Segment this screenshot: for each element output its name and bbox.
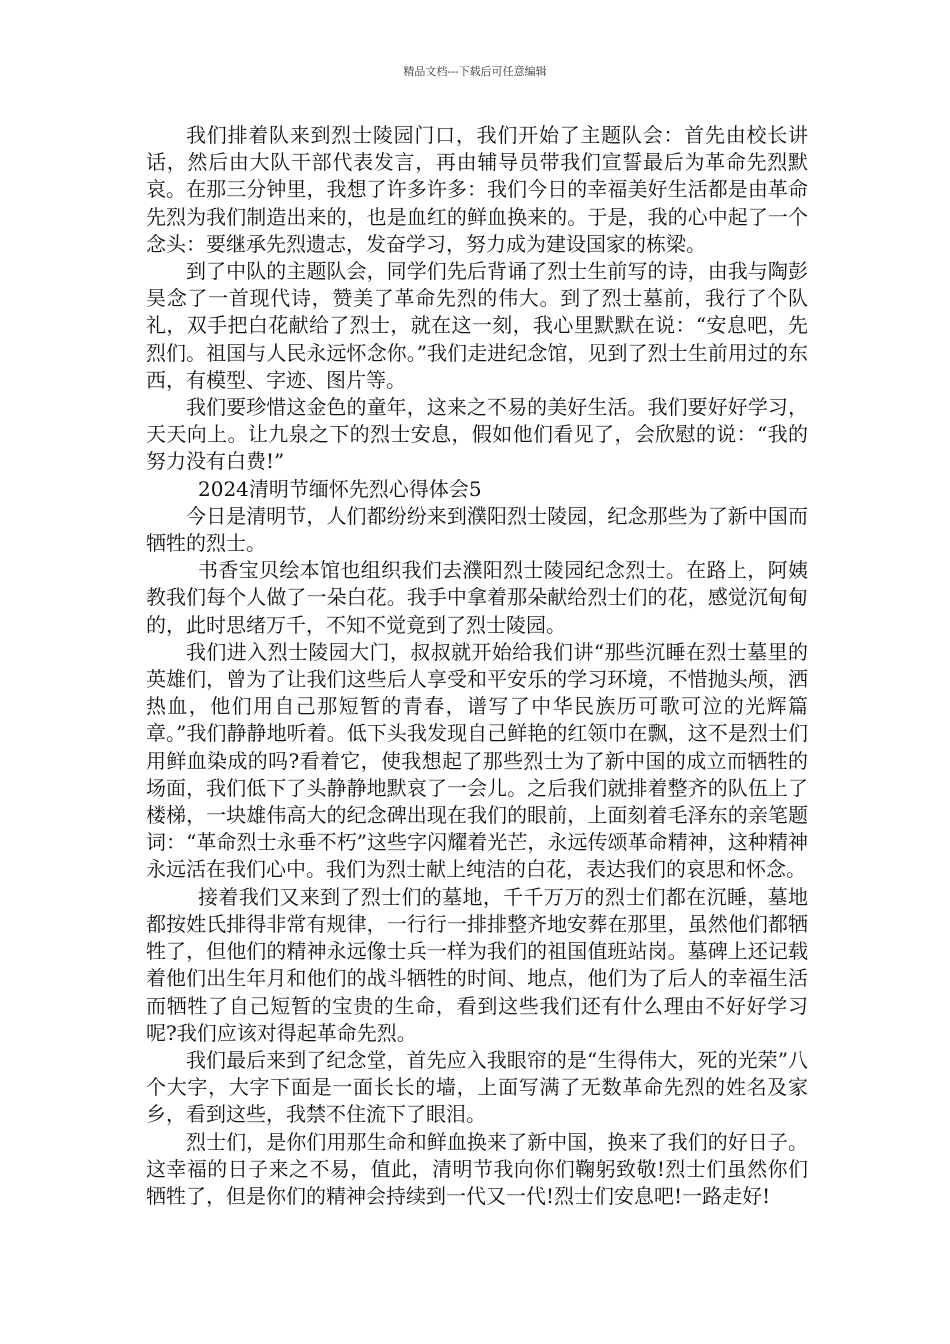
paragraph: 书香宝贝绘本馆也组织我们去濮阳烈士陵园纪念烈士。在路上，阿姨教我们每个人做了一朵白花。我手中拿着那朵献给烈士们的花，感觉沉甸甸的，此时思绪万千，不知不觉竟到了烈士陵园。 [146,558,808,637]
document-body [146,122,808,1210]
paragraph: 到了中队的主题队会，同学们先后背诵了烈士生前写的诗，由我与陶彭昊念了一首现代诗，赞美了革命先烈的伟大。到了烈士墓前，我行了个队礼，双手把白花献给了烈士，就在这一刻，我心里默默在说：“安息吧，先烈们。祖国与人民永远怀念你。”我们走进纪念馆，见到了烈士生前用过的东西，有模型、字迹、图片等。 [146,259,808,392]
paragraph: 今日是清明节，人们都纷纷来到濮阳烈士陵园，纪念那些为了新中国而牺牲的烈士。 [146,503,808,556]
paragraph: 我们进入烈士陵园大门，叔叔就开始给我们讲“那些沉睡在烈士墓里的英雄们，曾为了让我们这些后人享受和平安乐的学习环境，不惜抛头颅，洒热血，他们用自己那短暂的青春，谱写了中华民族历可歌可泣的光辉篇章。”我们静静地听着。低下头我发现自己鲜艳的红领巾在飘，这不是烈士们用鲜血染成的吗?看着它，使我想起了那些烈士为了新中国的成立而牺牲的场面，我们低下了头静静地默哀了一会儿。之后我们就排着整齐的队伍上了楼梯，一块雄伟高大的纪念碑出现在我们的眼前，上面刻着毛泽东的亲笔题词：“革命烈士永垂不朽”这些字闪耀着光芒，永远传颂革命精神，这种精神永远活在我们心中。我们为烈士献上纯洁的白花，表达我们的哀思和怀念。 [146,639,808,882]
paragraph: 我们排着队来到烈士陵园门口，我们开始了主题队会：首先由校长讲话，然后由大队干部代表发言，再由辅导员带我们宣誓最后为革命先烈默哀。在那三分钟里，我想了许多许多：我们今日的幸福美好生活都是由革命先烈为我们制造出来的，也是血红的鲜血换来的。于是，我的心中起了一个念头：要继承先烈遗志，发奋学习，努力成为建设国家的栋梁。 [146,123,808,256]
section-heading: 2024清明节缅怀先烈心得体会5 [198,476,482,501]
paragraph: 我们最后来到了纪念堂，首先应入我眼帘的是“生得伟大，死的光荣”八个大字，大字下面是一面长长的墙，上面写满了无数革命先烈的姓名及家乡，看到这些，我禁不住流下了眼泪。 [146,1047,808,1127]
paragraph: 我们要珍惜这金色的童年，这来之不易的美好生活。我们要好好学习，天天向上。让九泉之下的烈士安息，假如他们看见了，会欣慰的说：“我的努力没有白费!” [146,395,808,474]
paragraph: 烈士们，是你们用那生命和鲜血换来了新中国，换来了我们的好日子。这幸福的日子来之不易，值此，清明节我向你们鞠躬致敬!烈士们虽然你们牺牲了，但是你们的精神会持续到一代又一代!烈士们安息吧!一路走好! [146,1129,808,1208]
paragraph: 接着我们又来到了烈士们的墓地，千千万万的烈士们都在沉睡，墓地都按姓氏排得非常有规律，一行行一排排整齐地安葬在那里，虽然他们都牺牲了，但他们的精神永远像士兵一样为我们的祖国值班站岗。墓碑上还记载着他们出生年月和他们的战斗牺牲的时间、地点，他们为了后人的幸福生活而牺牲了自己短暂的宝贵的生命，看到这些我们还有什么理由不好好学习呢?我们应该对得起革命先烈。 [146,884,808,1045]
page-header: 精品文档---下载后可任意编辑 [403,65,547,78]
